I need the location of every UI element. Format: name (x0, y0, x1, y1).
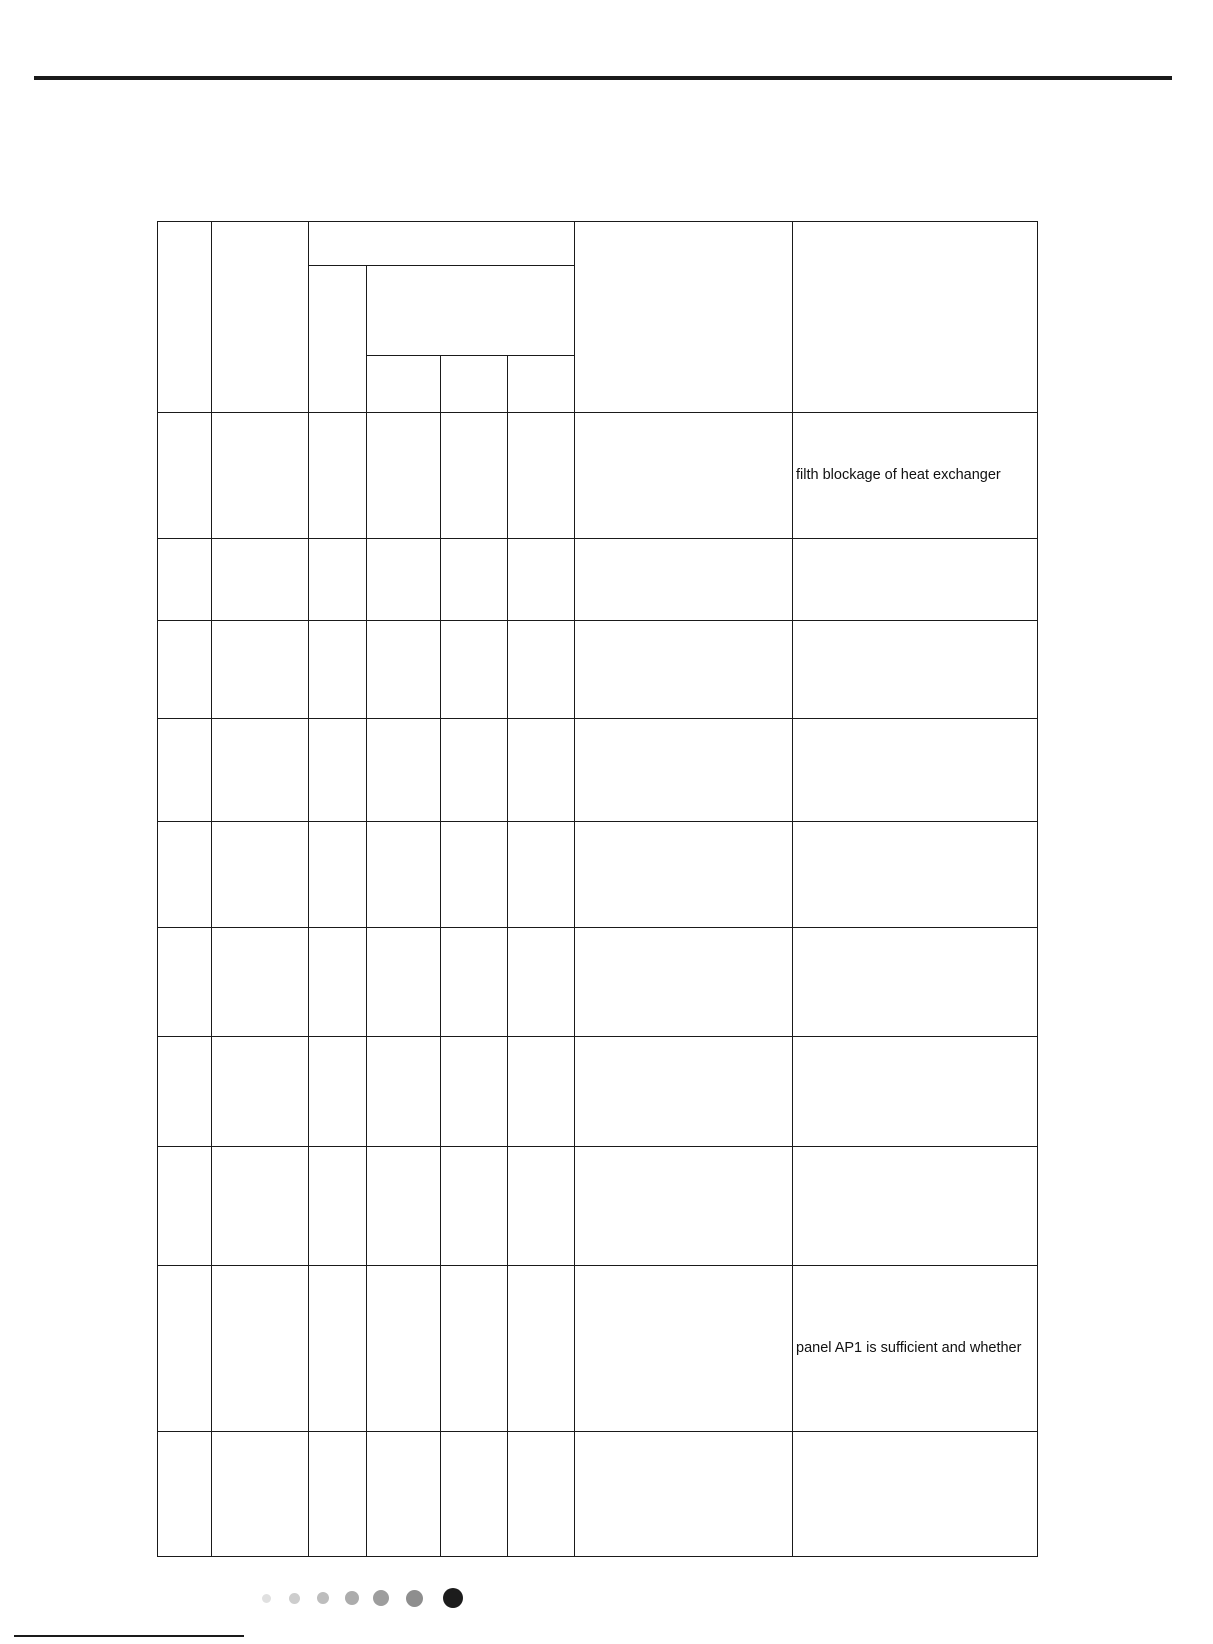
footer-rule (14, 1635, 244, 1637)
table-row (158, 1037, 1038, 1147)
dot-icon (443, 1588, 463, 1608)
table-row (158, 719, 1038, 822)
dot-icon (406, 1590, 423, 1607)
header-cell-no (158, 222, 212, 413)
header-cell-display-group (309, 222, 575, 266)
troubleshooting-table-container (157, 221, 1037, 1556)
dot-icon (289, 1593, 300, 1604)
table-row (158, 1266, 1038, 1432)
header-cell-sub-3 (508, 356, 575, 413)
page-dots-decoration (262, 1586, 463, 1610)
dot-icon (262, 1594, 271, 1603)
header-row-1 (158, 222, 1038, 266)
table-row (158, 928, 1038, 1037)
table-row (158, 822, 1038, 928)
header-cell-name (212, 222, 309, 413)
dot-icon (373, 1590, 389, 1606)
table-row (158, 413, 1038, 539)
cause-text: panel AP1 is sufficient and whether (796, 1339, 1022, 1356)
dot-icon (317, 1592, 329, 1604)
header-cell-condition (575, 222, 793, 413)
cause-text: filth blockage of heat exchanger (796, 466, 1001, 483)
table-row (158, 1432, 1038, 1557)
header-rule (34, 76, 1172, 80)
header-cell-subgroup-b (367, 266, 575, 356)
table-row (158, 539, 1038, 621)
table-row (158, 1147, 1038, 1266)
cause-cell (793, 413, 1038, 539)
dot-icon (345, 1591, 359, 1605)
header-cell-sub-2 (441, 356, 508, 413)
troubleshooting-table (157, 221, 1038, 1557)
header-cell-cause (793, 222, 1038, 413)
table-row (158, 621, 1038, 719)
header-cell-sub-1 (367, 356, 441, 413)
header-cell-subgroup-a (309, 266, 367, 413)
cause-cell (793, 1266, 1038, 1432)
